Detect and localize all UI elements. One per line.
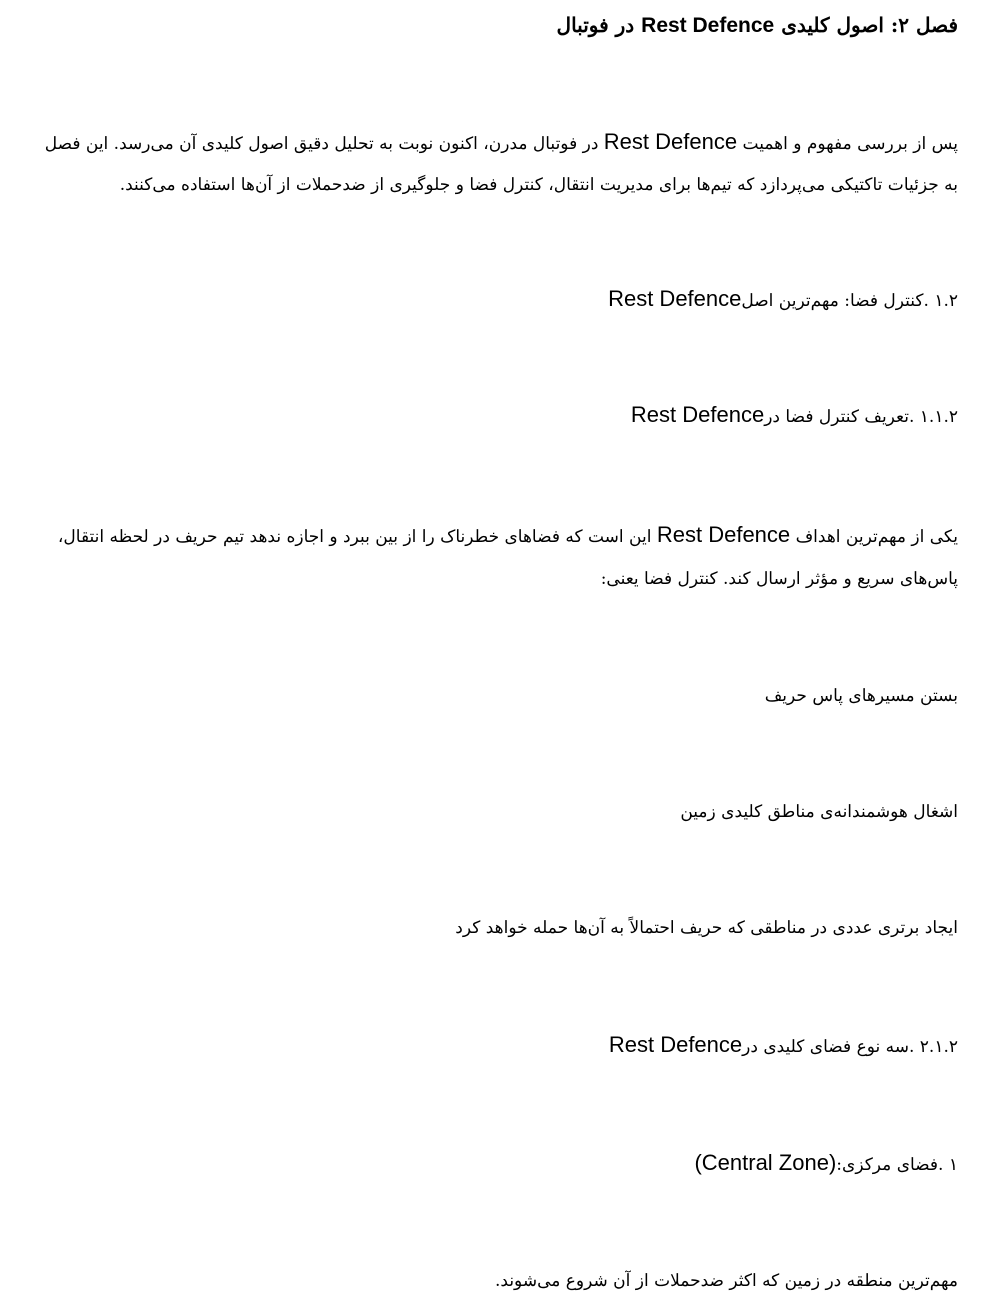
chapter-title-en: Rest Defence: [641, 14, 775, 37]
intro-line1-en: Rest Defence: [603, 129, 738, 154]
goals-paragraph-line-1: [58, 523, 958, 549]
list-item: بستن مسیرهای پاس حریف: [764, 686, 958, 706]
intro-paragraph-line-2: [120, 173, 958, 197]
chapter-title-post: در فوتبال: [556, 13, 635, 37]
list-item: ایجاد برتری عددی در مناطقی که حریف احتمالاً به آن‌ها حمله خواهد کرد: [455, 918, 958, 938]
goals-line2: پاس‌های سریع و مؤثر ارسال کند. کنترل فضا یعنی:: [600, 569, 958, 589]
section-2-1-2-text: ۲.۱.۲ .سه نوع فضای کلیدی در: [742, 1037, 958, 1057]
goals-paragraph-line-2: [601, 567, 958, 591]
section-heading-1-1-2: [631, 403, 958, 429]
section-heading-2-1-2: [609, 1033, 958, 1059]
intro-line2: به جزئیات تاکتیکی می‌پردازد که تیم‌ها برای مدیریت انتقال، کنترل فضا و جلوگیری از ضدحملات از آن‌ها استفاده می‌کنند.: [119, 175, 958, 195]
zone-1-text: ۱ .فضای مرکزی:: [836, 1155, 958, 1175]
zone-1-heading: [694, 1151, 958, 1177]
section-2-1-2-en: Rest Defence: [608, 1032, 743, 1057]
section-1-2-en: Rest Defence: [608, 286, 742, 311]
goals-line1-pre: یکی از مهم‌ترین اهداف: [795, 527, 958, 547]
zone-1-description: مهم‌ترین منطقه در زمین که اکثر ضدحملات از آن شروع می‌شوند.: [495, 1271, 958, 1291]
section-heading-1-2: [608, 287, 958, 313]
zone-1-en: (Central Zone): [694, 1150, 837, 1175]
section-1-1-2-en: Rest Defence: [630, 402, 765, 427]
section-1-2-text: ۱.۲ .کنترل فضا: مهم‌ترین اصل: [741, 291, 958, 311]
goals-line1-post: این است که فضاهای خطرناک را از بین ببرد و اجازه ندهد تیم حریف در لحظه انتقال،: [57, 527, 652, 547]
intro-line1-pre: پس از بررسی مفهوم و اهمیت: [742, 134, 958, 154]
intro-line1-post: در فوتبال مدرن، اکنون نوبت به تحلیل دقیق اصول کلیدی آن می‌رسد. این فصل: [44, 134, 599, 154]
chapter-title-pre: فصل ۲: اصول کلیدی: [781, 13, 958, 37]
section-1-1-2-text: ۱.۱.۲ .تعریف کنترل فضا در: [764, 407, 958, 427]
list-item: اشغال هوشمندانه‌ی مناطق کلیدی زمین: [680, 802, 958, 822]
goals-line1-en: Rest Defence: [656, 522, 791, 547]
chapter-title: [557, 13, 958, 38]
intro-paragraph-line-1: [45, 130, 958, 156]
